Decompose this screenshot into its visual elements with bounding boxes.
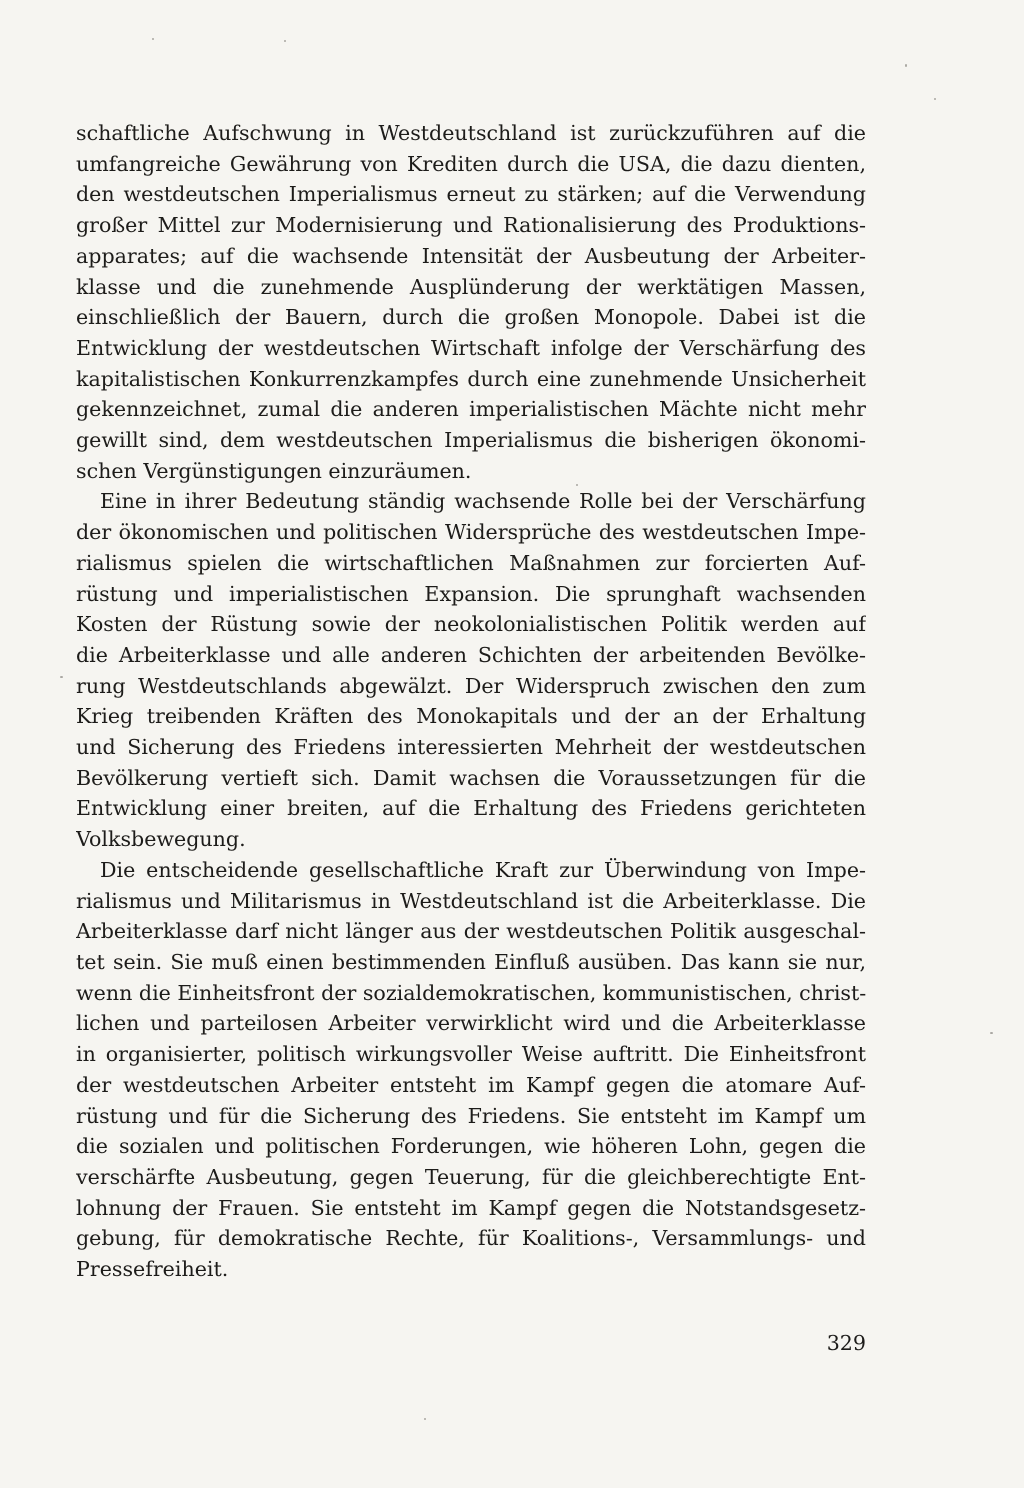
text-line: Bevölkerung vertieft sich. Damit wachsen die Voraussetzungen für die xyxy=(76,765,866,790)
text-line: gewillt sind, dem westdeutschen Imperialismus die bisherigen ökonomi- xyxy=(76,428,866,453)
text-line: Krieg treibenden Kräften des Monokapitals und der an der Erhaltung xyxy=(76,704,866,729)
paragraph xyxy=(76,118,866,486)
text-line: tet sein. Sie muß einen bestimmenden Einfluß ausüben. Das kann sie nur, xyxy=(76,949,866,974)
text-line: Kosten der Rüstung sowie der neokolonialistischen Politik werden auf xyxy=(76,612,866,637)
text-line: schaftliche Aufschwung in Westdeutschland ist zurückzuführen auf die xyxy=(76,121,866,145)
paragraph xyxy=(76,855,866,1285)
scan-speck xyxy=(284,40,286,42)
text-line: der ökonomischen und politischen Widersprüche des westdeutschen Impe- xyxy=(76,520,866,545)
text-line: Volksbewegung. xyxy=(76,827,246,852)
text-line: umfangreiche Gewährung von Krediten durch die USA, die dazu dienten, xyxy=(76,151,866,176)
text-line: Entwicklung der westdeutschen Wirtschaft infolge der Verschärfung des xyxy=(76,335,866,360)
text-line: rialismus spielen die wirtschaftlichen Maßnahmen zur forcierten Auf- xyxy=(76,550,866,575)
text-line: und Sicherung des Friedens interessierten Mehrheit der westdeutschen xyxy=(76,735,866,760)
text-line: schen Vergünstigungen einzuräumen. xyxy=(76,458,472,483)
text-line: einschließlich der Bauern, durch die großen Monopole. Dabei ist die xyxy=(76,305,866,330)
text-line: rüstung und für die Sicherung des Friedens. Sie entsteht im Kampf um xyxy=(76,1103,866,1128)
text-line: Arbeiterklasse darf nicht länger aus der westdeutschen Politik ausgeschal- xyxy=(76,919,866,944)
text-line: klasse und die zunehmende Ausplünderung der werktätigen Massen, xyxy=(76,274,866,299)
text-line: kapitalistischen Konkurrenzkampfes durch eine zunehmende Unsicherheit xyxy=(76,366,866,391)
text-line: rialismus und Militarismus in Westdeutschland ist die Arbeiterklasse. Die xyxy=(76,888,866,913)
text-line: rung Westdeutschlands abgewälzt. Der Widerspruch zwischen den zum xyxy=(76,673,866,698)
paragraph xyxy=(76,486,866,854)
text-line: großer Mittel zur Modernisierung und Rationalisierung des Produktions- xyxy=(76,213,866,238)
text-line: die Arbeiterklasse und alle anderen Schichten der arbeitenden Bevölke- xyxy=(76,642,866,667)
text-line: in organisierter, politisch wirkungsvoller Weise auftritt. Die Einheitsfront xyxy=(76,1042,866,1067)
scan-speck xyxy=(60,676,63,678)
text-line: Eine in ihrer Bedeutung ständig wachsende Rolle bei der Verschärfung xyxy=(100,489,866,514)
text-line: die sozialen und politischen Forderungen, wie höheren Lohn, gegen die xyxy=(76,1134,866,1159)
text-line: lohnung der Frauen. Sie entsteht im Kampf gegen die Notstandsgesetz- xyxy=(76,1195,866,1220)
text-line: der westdeutschen Arbeiter entsteht im Kampf gegen die atomare Auf- xyxy=(76,1072,866,1097)
text-line: verschärfte Ausbeutung, gegen Teuerung, für die gleichberechtigte Ent- xyxy=(76,1164,866,1189)
text-line: Die entscheidende gesellschaftliche Kraft zur Überwindung von Impe- xyxy=(100,857,866,882)
scan-speck xyxy=(905,64,907,67)
text-line: apparates; auf die wachsende Intensität der Ausbeutung der Arbeiter- xyxy=(76,243,866,268)
text-line: gebung, für demokratische Rechte, für Koalitions-, Versammlungs- und xyxy=(76,1226,866,1251)
text-line: rüstung und imperialistischen Expansion. Die sprunghaft wachsenden xyxy=(76,581,866,606)
scan-speck xyxy=(990,1032,993,1034)
page-number: 329 xyxy=(826,1331,866,1355)
text-line: wenn die Einheitsfront der sozialdemokratischen, kommunistischen, christ- xyxy=(76,980,866,1005)
scan-speck xyxy=(934,98,936,100)
scan-speck xyxy=(424,1418,426,1420)
text-line: Pressefreiheit. xyxy=(76,1257,229,1282)
text-line: gekennzeichnet, zumal die anderen imperialistischen Mächte nicht mehr xyxy=(76,397,866,422)
text-line: Entwicklung einer breiten, auf die Erhaltung des Friedens gerichteten xyxy=(76,796,866,821)
text-line: den westdeutschen Imperialismus erneut zu stärken; auf die Verwendung xyxy=(76,182,866,207)
body-text xyxy=(76,118,866,1285)
text-line: lichen und parteilosen Arbeiter verwirklicht wird und die Arbeiterklasse xyxy=(76,1011,866,1036)
scan-speck xyxy=(152,38,154,40)
